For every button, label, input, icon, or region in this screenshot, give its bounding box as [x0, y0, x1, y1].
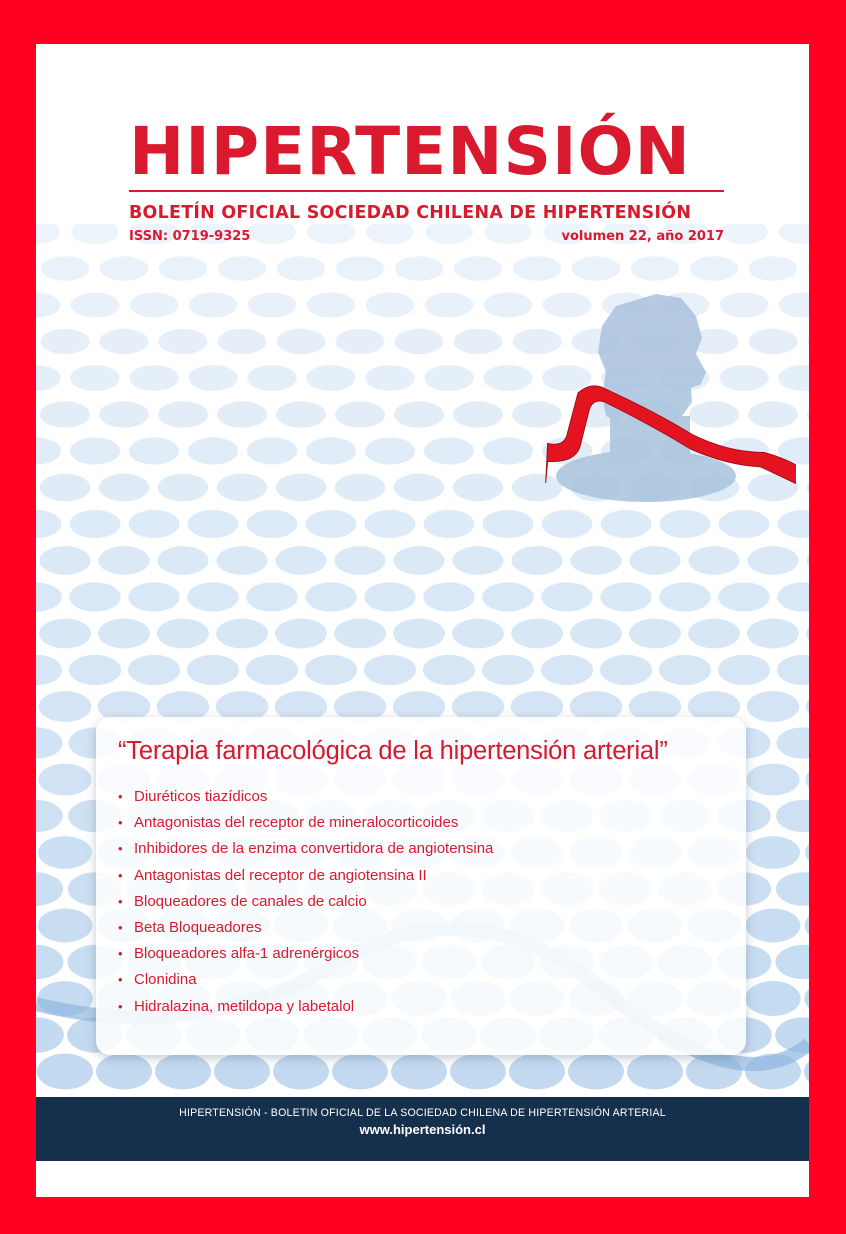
background-dot [188, 510, 239, 538]
background-dot [306, 365, 355, 391]
background-dot [335, 329, 384, 355]
bullet-icon: • [118, 867, 123, 883]
background-dot [365, 510, 416, 538]
background-dot [391, 1054, 447, 1090]
background-dot [720, 224, 768, 244]
background-dot [38, 909, 93, 943]
title-rule [129, 190, 724, 192]
list-item-label: Inhibidores de la enzima convertidora de angiotensina [134, 840, 494, 858]
background-dot [805, 909, 809, 943]
background-dot [424, 437, 474, 464]
background-dot [247, 365, 296, 391]
background-dot [423, 655, 475, 685]
background-dot [39, 619, 91, 649]
background-dot [660, 510, 711, 538]
background-dot [804, 1054, 809, 1090]
bullet-icon: • [118, 972, 123, 988]
background-dot [365, 437, 415, 464]
background-dot [36, 365, 61, 391]
background-dot [806, 691, 809, 722]
background-dot [452, 619, 504, 649]
background-dot [99, 401, 149, 428]
background-dot [306, 510, 357, 538]
background-dot [36, 727, 62, 758]
background-dot [776, 945, 809, 979]
background-dot [365, 365, 414, 391]
background-dot [454, 256, 502, 281]
volume-label: volumen 22, año 2017 [561, 229, 724, 244]
background-dot [806, 619, 809, 649]
background-dot [335, 401, 385, 428]
background-dot [129, 437, 179, 464]
background-dot [129, 510, 180, 538]
background-dot [718, 582, 769, 611]
background-dot [246, 582, 297, 611]
background-dot [305, 582, 356, 611]
bullet-icon: • [118, 815, 123, 831]
background-dot [659, 655, 711, 685]
background-dot [98, 546, 149, 575]
background-dot [807, 329, 809, 355]
background-dot [542, 510, 593, 538]
background-dot [39, 546, 90, 575]
background-dot [129, 365, 178, 391]
bullet-icon: • [118, 789, 123, 804]
background-dot [747, 691, 800, 722]
background-dot [217, 474, 267, 502]
background-dot [453, 401, 503, 428]
background-dot [335, 474, 385, 502]
background-dot [541, 582, 592, 611]
background-dot [40, 401, 90, 428]
background-dot [40, 329, 89, 355]
masthead [129, 113, 724, 244]
background-dot [779, 224, 809, 244]
background-dot [128, 582, 179, 611]
background-dot [276, 474, 326, 502]
background-dot [216, 546, 267, 575]
list-item [118, 994, 493, 1020]
background-dot [482, 655, 534, 685]
background-dot [71, 224, 119, 244]
background-dot [36, 1017, 64, 1052]
background-dot [157, 619, 209, 649]
background-dot [425, 292, 474, 317]
background-dot [424, 365, 473, 391]
background-dot [36, 224, 60, 244]
background-dot [453, 329, 502, 355]
background-dot [366, 292, 415, 317]
background-dot [746, 764, 799, 796]
background-dot [69, 655, 121, 685]
background-dot [745, 981, 800, 1016]
background-dot [364, 655, 416, 685]
background-dot [306, 437, 356, 464]
background-dot [38, 836, 92, 869]
background-dot [275, 546, 326, 575]
background-dot [36, 872, 63, 905]
bullet-icon: • [118, 893, 123, 909]
background-dot [36, 292, 60, 317]
background-dot [804, 981, 809, 1016]
list-item [118, 941, 493, 967]
background-dot [777, 655, 809, 685]
background-dot [36, 945, 63, 979]
background-dot [273, 1054, 329, 1090]
background-dot [394, 329, 443, 355]
background-dot [659, 582, 710, 611]
list-item [118, 836, 494, 862]
background-dot [71, 292, 120, 317]
background-dot [307, 292, 356, 317]
list-item-label: Hidralazina, metildopa y labetalol [134, 997, 355, 1015]
background-dot [450, 1054, 506, 1090]
background-dot [806, 546, 809, 575]
journal-cover [36, 44, 809, 1197]
background-dot [98, 619, 150, 649]
background-dot [187, 582, 238, 611]
background-dot [188, 437, 238, 464]
background-dot [305, 655, 357, 685]
drug-class-list [118, 784, 494, 1020]
background-dot [629, 546, 680, 575]
footer-bar [36, 1097, 809, 1161]
background-dot [424, 510, 475, 538]
list-item-label: Bloqueadores de canales de calcio [134, 892, 367, 910]
background-dot [216, 619, 268, 649]
background-dot [511, 619, 563, 649]
background-dot [275, 619, 327, 649]
topic-panel [96, 717, 746, 1055]
background-dot [627, 1054, 683, 1090]
background-dot [99, 474, 149, 502]
background-dot [36, 510, 61, 538]
background-dot [483, 510, 534, 538]
footer-text: HIPERTENSIÓN - BOLETIN OFICIAL DE LA SOCIEDAD CHILENA DE HIPERTENSIÓN ARTERIAL [179, 1107, 666, 1119]
list-item-label: Bloqueadores alfa-1 adrenérgicos [134, 945, 360, 963]
background-dot [36, 800, 63, 832]
background-dot [36, 437, 61, 464]
background-dot [395, 256, 443, 281]
background-dot [99, 329, 148, 355]
background-dot [807, 401, 809, 428]
background-dot [217, 401, 267, 428]
background-dot [393, 619, 445, 649]
background-dot [688, 546, 739, 575]
list-item [118, 810, 493, 836]
background-dot [777, 582, 809, 611]
meta-row [129, 229, 724, 244]
background-dot [39, 691, 92, 722]
background-dot [807, 474, 809, 502]
background-dot [188, 365, 237, 391]
background-dot [334, 619, 386, 649]
background-dot [568, 1054, 624, 1090]
background-dot [570, 619, 622, 649]
background-dot [570, 546, 621, 575]
background-dot [218, 256, 266, 281]
background-dot [158, 474, 208, 502]
background-dot [600, 582, 651, 611]
background-dot [394, 401, 444, 428]
background-dot [247, 437, 297, 464]
list-item [118, 889, 493, 915]
background-dot [69, 582, 120, 611]
background-dot [247, 510, 298, 538]
background-dot [688, 619, 740, 649]
background-dot [509, 1054, 565, 1090]
list-item [118, 915, 493, 941]
background-dot [130, 292, 179, 317]
background-dot [189, 292, 238, 317]
issn-label: ISSN: 0719-9325 [129, 229, 251, 244]
background-dot [214, 1054, 270, 1090]
background-dot [364, 582, 415, 611]
list-item-label: Diuréticos tiazídicos [134, 788, 268, 805]
background-dot [482, 582, 533, 611]
background-dot [452, 546, 503, 575]
background-dot [158, 329, 207, 355]
background-dot [334, 546, 385, 575]
background-dot [718, 655, 770, 685]
background-dot [336, 256, 384, 281]
background-dot [155, 1054, 211, 1090]
background-dot [37, 1054, 93, 1090]
background-dot [511, 546, 562, 575]
bullet-icon: • [118, 920, 123, 936]
footer-url[interactable]: www.hipertensión.cl [359, 1122, 486, 1137]
background-dot [805, 836, 809, 869]
background-dot [747, 546, 798, 575]
journal-subtitle: BOLETÍN OFICIAL SOCIEDAD CHILENA DE HIPERTENSIÓN [129, 203, 692, 223]
background-dot [808, 256, 809, 281]
background-dot [394, 474, 444, 502]
background-dot [128, 655, 180, 685]
background-dot [36, 655, 62, 685]
pressure-curve-illustration [506, 276, 796, 506]
background-dot [276, 401, 326, 428]
background-dot [276, 329, 325, 355]
background-dot [159, 256, 207, 281]
background-dot [778, 510, 809, 538]
background-dot [747, 619, 799, 649]
background-dot [719, 510, 770, 538]
background-dot [217, 329, 266, 355]
panel-title: “Terapia farmacológica de la hipertensión arterial” [118, 737, 668, 765]
background-dot [158, 401, 208, 428]
background-dot [246, 655, 298, 685]
background-dot [41, 256, 89, 281]
background-dot [38, 764, 91, 796]
background-dot [777, 727, 809, 758]
background-dot [157, 546, 208, 575]
list-item-label: Antagonistas del receptor de mineralocorticoides [134, 814, 459, 832]
background-dot [601, 510, 652, 538]
background-dot [36, 582, 62, 611]
list-item [118, 967, 493, 993]
background-dot [746, 836, 800, 869]
background-dot [187, 655, 239, 685]
background-dot [393, 546, 444, 575]
background-dot [423, 582, 474, 611]
background-dot [277, 256, 325, 281]
background-dot [332, 1054, 388, 1090]
list-item-label: Beta Bloqueadores [134, 919, 262, 937]
background-dot [629, 619, 681, 649]
background-dot [805, 764, 809, 796]
background-dot [70, 437, 120, 464]
list-item [118, 784, 493, 810]
background-dot [600, 655, 652, 685]
background-dot [70, 510, 121, 538]
bullet-icon: • [118, 946, 123, 962]
background-dot [776, 872, 809, 905]
list-item-label: Clonidina [134, 971, 197, 989]
list-item [118, 863, 493, 889]
background-dot [96, 1054, 152, 1090]
background-dot [541, 655, 593, 685]
background-dot [453, 474, 503, 502]
background-dot [776, 800, 809, 832]
background-dot [70, 365, 119, 391]
background-dot [248, 292, 297, 317]
background-dot [40, 474, 90, 502]
journal-title: HIPERTENSIÓN [129, 113, 691, 190]
bullet-icon: • [118, 998, 123, 1014]
bullet-icon: • [118, 841, 123, 857]
background-dot [746, 909, 801, 943]
background-dot [100, 256, 148, 281]
list-item-label: Antagonistas del receptor de angiotensina II [134, 866, 427, 884]
